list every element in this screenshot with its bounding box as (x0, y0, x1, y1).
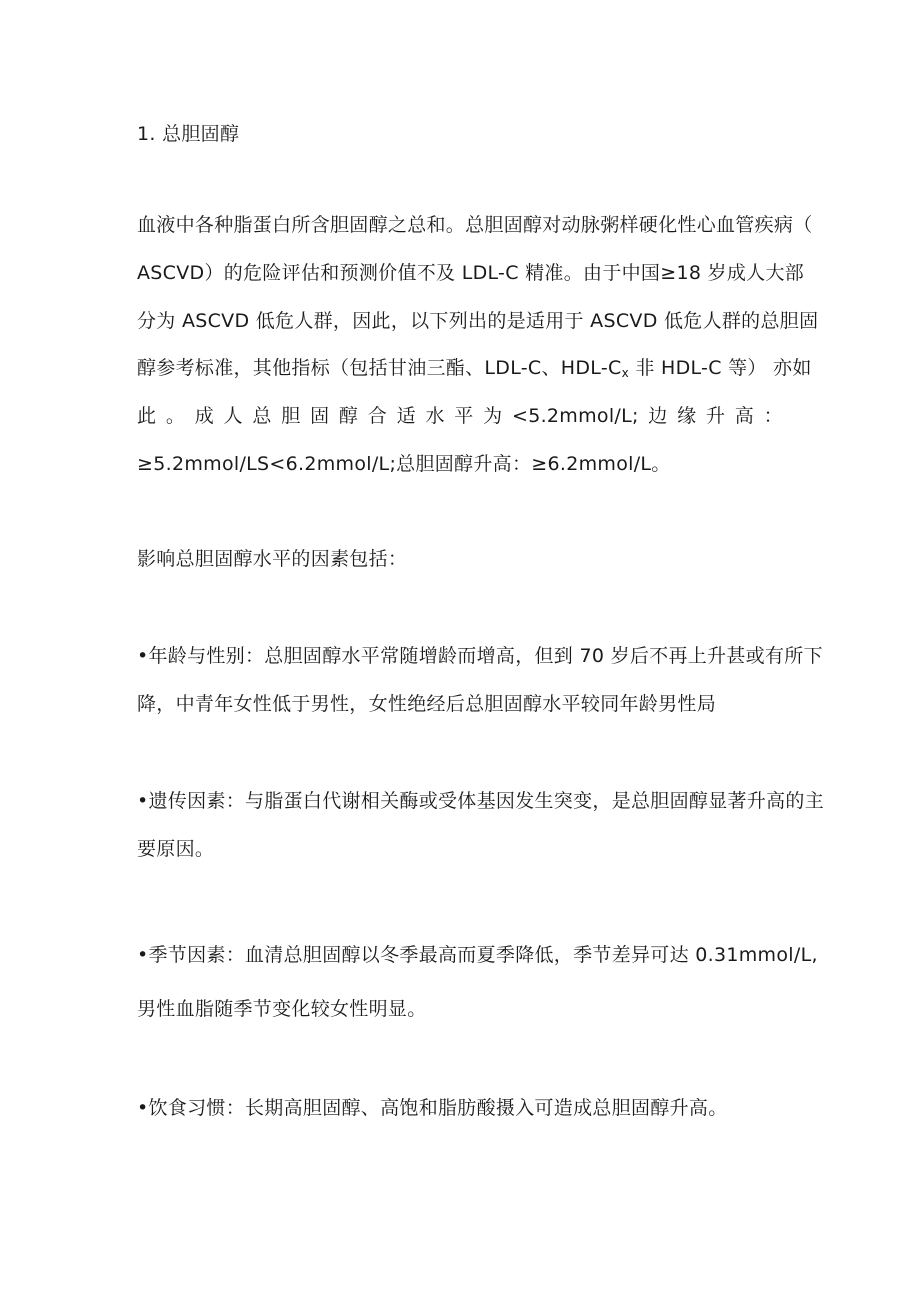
factor-season-line-2: 男性血脂随季节变化较女性明显。 (137, 998, 427, 1020)
factor-genetic-line-2: 要原因。 (137, 838, 215, 860)
factors-title: 影响总胆固醇水平的因素包括： (137, 548, 408, 570)
intro-line-1: 血液中各种脂蛋白所含胆固醇之总和。总胆固醇对动脉粥样硬化性心血管疾病（ (137, 214, 813, 236)
intro-line-5-token: <5.2mmol/L; (511, 405, 639, 427)
intro-line-5-token: 醇 (338, 405, 359, 427)
factor-age-line-2: 降，中青年女性低于男性，女性绝经后总胆固醇水平较同年龄男性局 (137, 693, 717, 715)
intro-line-5-token: 。 (165, 405, 186, 427)
intro-line-5-token: 升 (705, 405, 726, 427)
intro-line-5-token: 平 (454, 405, 474, 427)
intro-line-5 (137, 403, 783, 429)
subscript-x: x (621, 366, 629, 380)
intro-line-5-token: 胆 (281, 405, 301, 427)
intro-line-4-tail: 非 HDL-C 等） 亦如 (629, 357, 812, 379)
intro-line-5-token: 成 (194, 405, 214, 427)
intro-line-6: ≥5.2mmol/LS<6.2mmol/L;总胆固醇升高：≥6.2mmol/L。 (137, 453, 671, 475)
factor-season-line-1: •季节因素：血清总胆固醇以冬季最高而夏季降低，季节差异可达 0.31mmol/L, (137, 944, 818, 966)
intro-line-5-token: 固 (310, 405, 330, 427)
factor-age-line-1: •年龄与性别：总胆固醇水平常随增龄而增高，但到 70 岁后不再上升甚或有所下 (137, 645, 823, 667)
intro-line-2: ASCVD）的危险评估和预测价值不及 LDL-C 精准。由于中国≥18 岁成人大部 (137, 262, 805, 284)
intro-line-5-token: 为 (483, 405, 503, 427)
intro-line-5-token: 高 (734, 405, 755, 427)
intro-line-5-token: 合 (367, 405, 388, 427)
intro-line-5-token: 总 (252, 405, 272, 427)
intro-line-3: 分为 ASCVD 低危人群，因此，以下列出的是适用于 ASCVD 低危人群的总胆固 (137, 310, 819, 332)
intro-line-4-text: 醇参考标准，其他指标（包括甘油三酯、LDL-C、HDL-C (137, 357, 622, 379)
intro-line-5-token: 适 (396, 405, 416, 427)
intro-line-4 (137, 355, 812, 381)
intro-line-5-token: 水 (425, 405, 445, 427)
factor-diet-line-1: •饮食习惯：长期高胆固醇、高饱和脂肪酸摄入可造成总胆固醇升高。 (137, 1097, 728, 1119)
intro-line-5-token: 缘 (677, 405, 697, 427)
intro-line-5-token: ： (763, 405, 783, 427)
section-heading: 1. 总胆固醇 (137, 123, 240, 145)
intro-line-5-token: 边 (648, 405, 668, 427)
intro-line-5-token: 人 (223, 405, 243, 427)
intro-line-5-token: 此 (137, 405, 157, 427)
factor-genetic-line-1: •遗传因素：与脂蛋白代谢相关酶或受体基因发生突变，是总胆固醇显著升高的主 (137, 790, 825, 812)
